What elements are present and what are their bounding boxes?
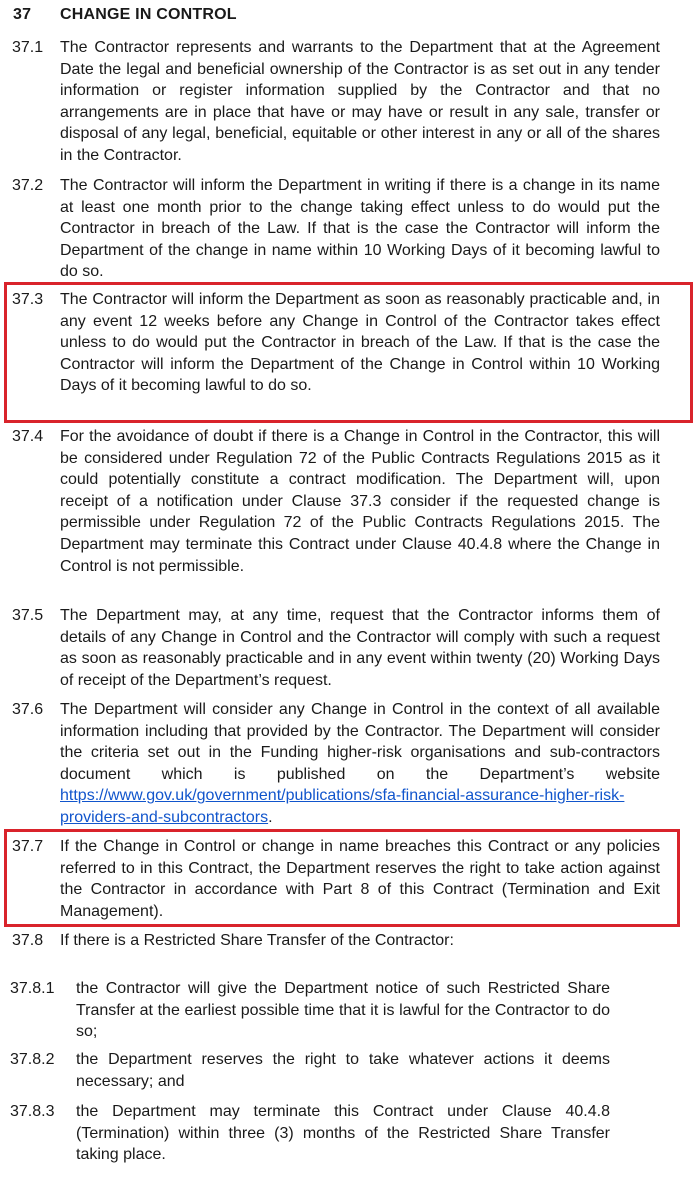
publication-link[interactable]: https://www.gov.uk/government/publications/sfa-financial-assurance-higher-risk-providers-and-subcontractors bbox=[60, 787, 625, 826]
subclause-number: 37.8.3 bbox=[10, 1103, 55, 1120]
section-title: CHANGE IN CONTROL bbox=[60, 6, 237, 23]
clause-37-8 bbox=[12, 930, 660, 952]
clause-number: 37.1 bbox=[12, 39, 44, 56]
clause-trailing: . bbox=[268, 808, 273, 826]
clause-text: For the avoidance of doubt if there is a Change in Control in the Contractor, this will be considered under Regulation 72 of the Public Contracts Regulations 2015 as it could potentially constitute a contract modification. The Department will, upon receipt of a notification under Clause 37.3 consider if the requested change is permissible under Regulation 72 of the Public Contracts Regulations 2015. The Department may terminate this Contract under Clause 40.4.8 where the Change in Control is not permissible. bbox=[60, 428, 660, 575]
clause-37-4 bbox=[12, 426, 660, 577]
clause-number: 37.8 bbox=[12, 932, 44, 949]
clause-text: The Contractor represents and warrants to the Department that at the Agreement Date the legal and beneficial ownership of the Contractor is as set out in any tender information or register information supplied by the Contractor and that no arrangements are in place that have or may have or result in any sale, transfer or disposal of any legal, beneficial, equitable or other interest in any or all of the shares in the Contractor. bbox=[60, 39, 660, 164]
clause-37-2 bbox=[12, 175, 660, 283]
clause-text: If there is a Restricted Share Transfer of the Contractor: bbox=[60, 932, 454, 949]
clause-37-6 bbox=[12, 699, 660, 829]
highlight-box-37-7 bbox=[4, 829, 680, 927]
clause-text: If the Change in Control or change in name breaches this Contract or any policies referred to in this Contract, the Department reserves the right to take action against the Contractor in accordance with Part 8 of this Contract (Termination and Exit Management). bbox=[60, 838, 660, 920]
clause-text: The Contractor will inform the Department as soon as reasonably practicable and, in any event 12 weeks before any Change in Control of the Contractor takes effect unless to do would put the Contractor in breach of the Law. If that is the case the Contractor will inform the Department of the Change in Control within 10 Working Days of it becoming lawful to do so. bbox=[60, 291, 660, 395]
clause-text: The Department may, at any time, request that the Contractor informs them of details of any Change in Control and the Contractor will comply with such a request as soon as reasonably practicable and in any event within twenty (20) Working Days of receipt of the Department’s request. bbox=[60, 607, 660, 689]
clause-number: 37.6 bbox=[12, 701, 44, 718]
subclause-text: the Contractor will give the Department notice of such Restricted Share Transfer at the earliest possible time that it is lawful for the Contractor to do so; bbox=[76, 980, 610, 1041]
highlight-box-37-3 bbox=[4, 282, 693, 423]
section-heading bbox=[13, 6, 237, 24]
clause-text bbox=[60, 699, 660, 829]
subclause-37-8-1 bbox=[10, 978, 610, 1043]
subclause-text: the Department reserves the right to take whatever actions it deems necessary; and bbox=[76, 1051, 610, 1090]
clause-text: The Contractor will inform the Department in writing if there is a change in its name at least one month prior to the change taking effect unless to do would put the Contractor in breach of the Law. If that is the case the Contractor will inform the Department of the change in name within 10 Working Days of it becoming lawful to do so. bbox=[60, 177, 660, 281]
clause-number: 37.3 bbox=[12, 291, 44, 308]
clause-37-5 bbox=[12, 605, 660, 691]
subclause-number: 37.8.1 bbox=[10, 980, 55, 997]
subclause-number: 37.8.2 bbox=[10, 1051, 55, 1068]
subclause-text: the Department may terminate this Contract under Clause 40.4.8 (Termination) within three (3) months of the Restricted Share Transfer taking place. bbox=[76, 1103, 610, 1164]
clause-number: 37.7 bbox=[12, 838, 44, 855]
clause-number: 37.4 bbox=[12, 428, 44, 445]
clause-body: The Department will consider any Change in Control in the context of all available information including that provided by the Contractor. The Department will consider the criteria set out in the Funding higher-risk organisations and sub-contractors document which is published on the Department’s website bbox=[60, 701, 660, 783]
subclause-37-8-2 bbox=[10, 1049, 610, 1092]
subclause-37-8-3 bbox=[10, 1101, 610, 1166]
clause-number: 37.5 bbox=[12, 607, 44, 624]
section-number: 37 bbox=[13, 6, 32, 23]
clause-37-1 bbox=[12, 37, 660, 167]
clause-number: 37.2 bbox=[12, 177, 44, 194]
